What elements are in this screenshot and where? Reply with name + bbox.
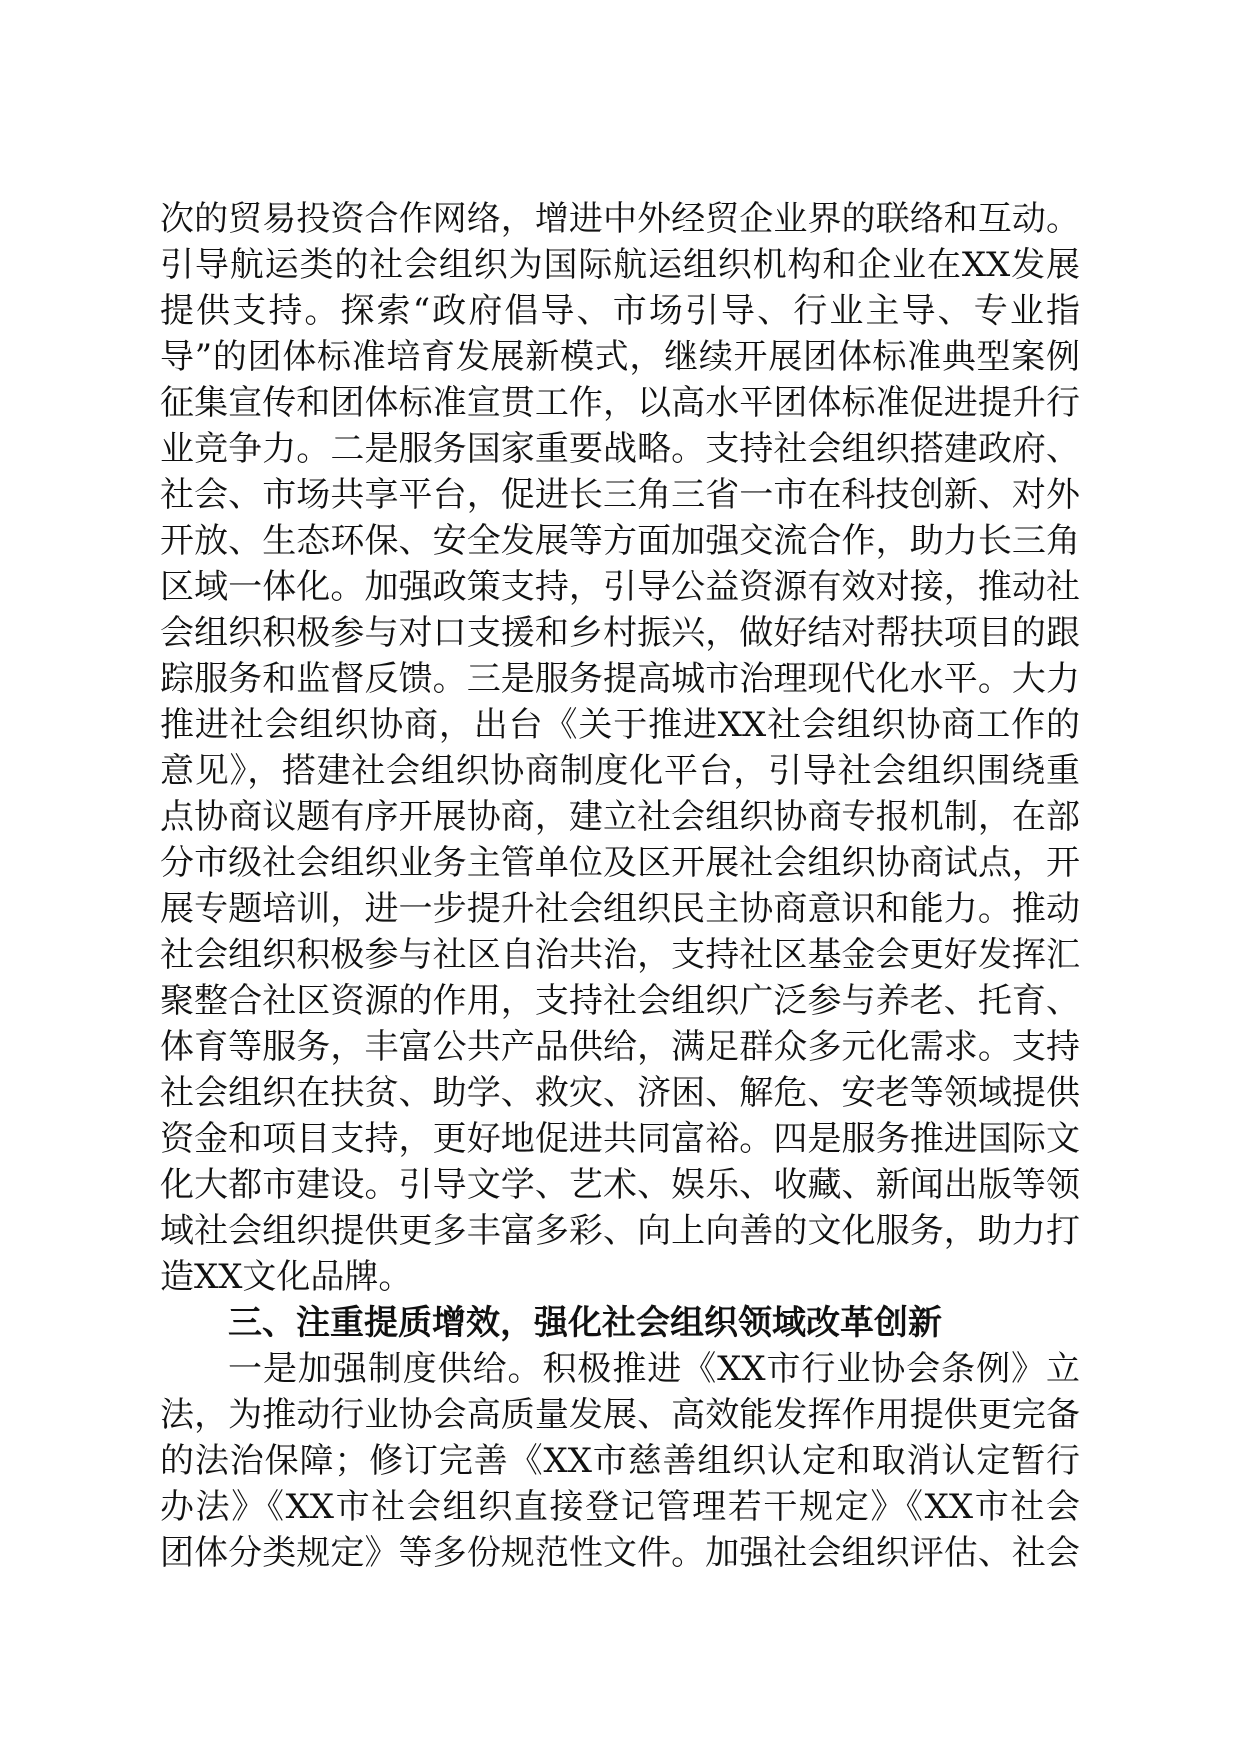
body-line: 社会、市场共享平台，促进长三角三省一市在科技创新、对外 [160, 475, 1080, 515]
body-line: 分市级社会组织业务主管单位及区开展社会组织协商试点，开 [160, 843, 1080, 883]
body-line: 开放、生态环保、安全发展等方面加强交流合作，助力长三角 [160, 521, 1080, 561]
body-line: 区域一体化。加强政策支持，引导公益资源有效对接，推动社 [160, 567, 1080, 607]
body-line: 业竞争力。二是服务国家重要战略。支持社会组织搭建政府、 [160, 429, 1080, 469]
body-line: 化大都市建设。引导文学、艺术、娱乐、收藏、新闻出版等领 [160, 1165, 1080, 1205]
body-line: 造XX文化品牌。 [160, 1257, 413, 1297]
body-line: 社会组织积极参与社区自治共治，支持社区基金会更好发挥汇 [160, 935, 1080, 975]
body-line: 资金和项目支持，更好地促进共同富裕。四是服务推进国际文 [160, 1119, 1080, 1159]
body-line: 办法》《XX市社会组织直接登记管理若干规定》《XX市社会 [160, 1487, 1080, 1527]
body-line: 体育等服务，丰富公共产品供给，满足群众多元化需求。支持 [160, 1027, 1080, 1067]
body-line: 域社会组织提供更多丰富多彩、向上向善的文化服务，助力打 [160, 1211, 1080, 1251]
body-line: 次的贸易投资合作网络，增进中外经贸企业界的联络和互动。 [160, 199, 1080, 239]
section-heading: 三、注重提质增效，强化社会组织领域改革创新 [228, 1303, 942, 1343]
body-line: 一是加强制度供给。积极推进《XX市行业协会条例》立 [228, 1349, 1080, 1389]
body-line: 引导航运类的社会组织为国际航运组织机构和企业在XX发展 [160, 245, 1080, 285]
body-line: 的法治保障；修订完善《XX市慈善组织认定和取消认定暂行 [160, 1441, 1080, 1481]
document-body [160, 196, 1080, 1576]
body-line: 社会组织在扶贫、助学、救灾、济困、解危、安老等领域提供 [160, 1073, 1080, 1113]
body-line: 展专题培训，进一步提升社会组织民主协商意识和能力。推动 [160, 889, 1080, 929]
body-line: 导”的团体标准培育发展新模式，继续开展团体标准典型案例 [160, 337, 1080, 377]
body-line: 征集宣传和团体标准宣贯工作，以高水平团体标准促进提升行 [160, 383, 1080, 423]
body-line: 法，为推动行业协会高质量发展、高效能发挥作用提供更完备 [160, 1395, 1080, 1435]
body-line: 踪服务和监督反馈。三是服务提高城市治理现代化水平。大力 [160, 659, 1080, 699]
body-line: 聚整合社区资源的作用，支持社会组织广泛参与养老、托育、 [160, 981, 1080, 1021]
body-line: 会组织积极参与对口支援和乡村振兴，做好结对帮扶项目的跟 [160, 613, 1080, 653]
body-line: 团体分类规定》等多份规范性文件。加强社会组织评估、社会 [160, 1533, 1080, 1573]
body-line: 意见》，搭建社会组织协商制度化平台，引导社会组织围绕重 [160, 751, 1080, 791]
body-line: 提供支持。探索“政府倡导、市场引导、行业主导、专业指 [160, 291, 1080, 331]
body-line: 点协商议题有序开展协商，建立社会组织协商专报机制，在部 [160, 797, 1080, 837]
body-line: 推进社会组织协商，出台《关于推进XX社会组织协商工作的 [160, 705, 1080, 745]
